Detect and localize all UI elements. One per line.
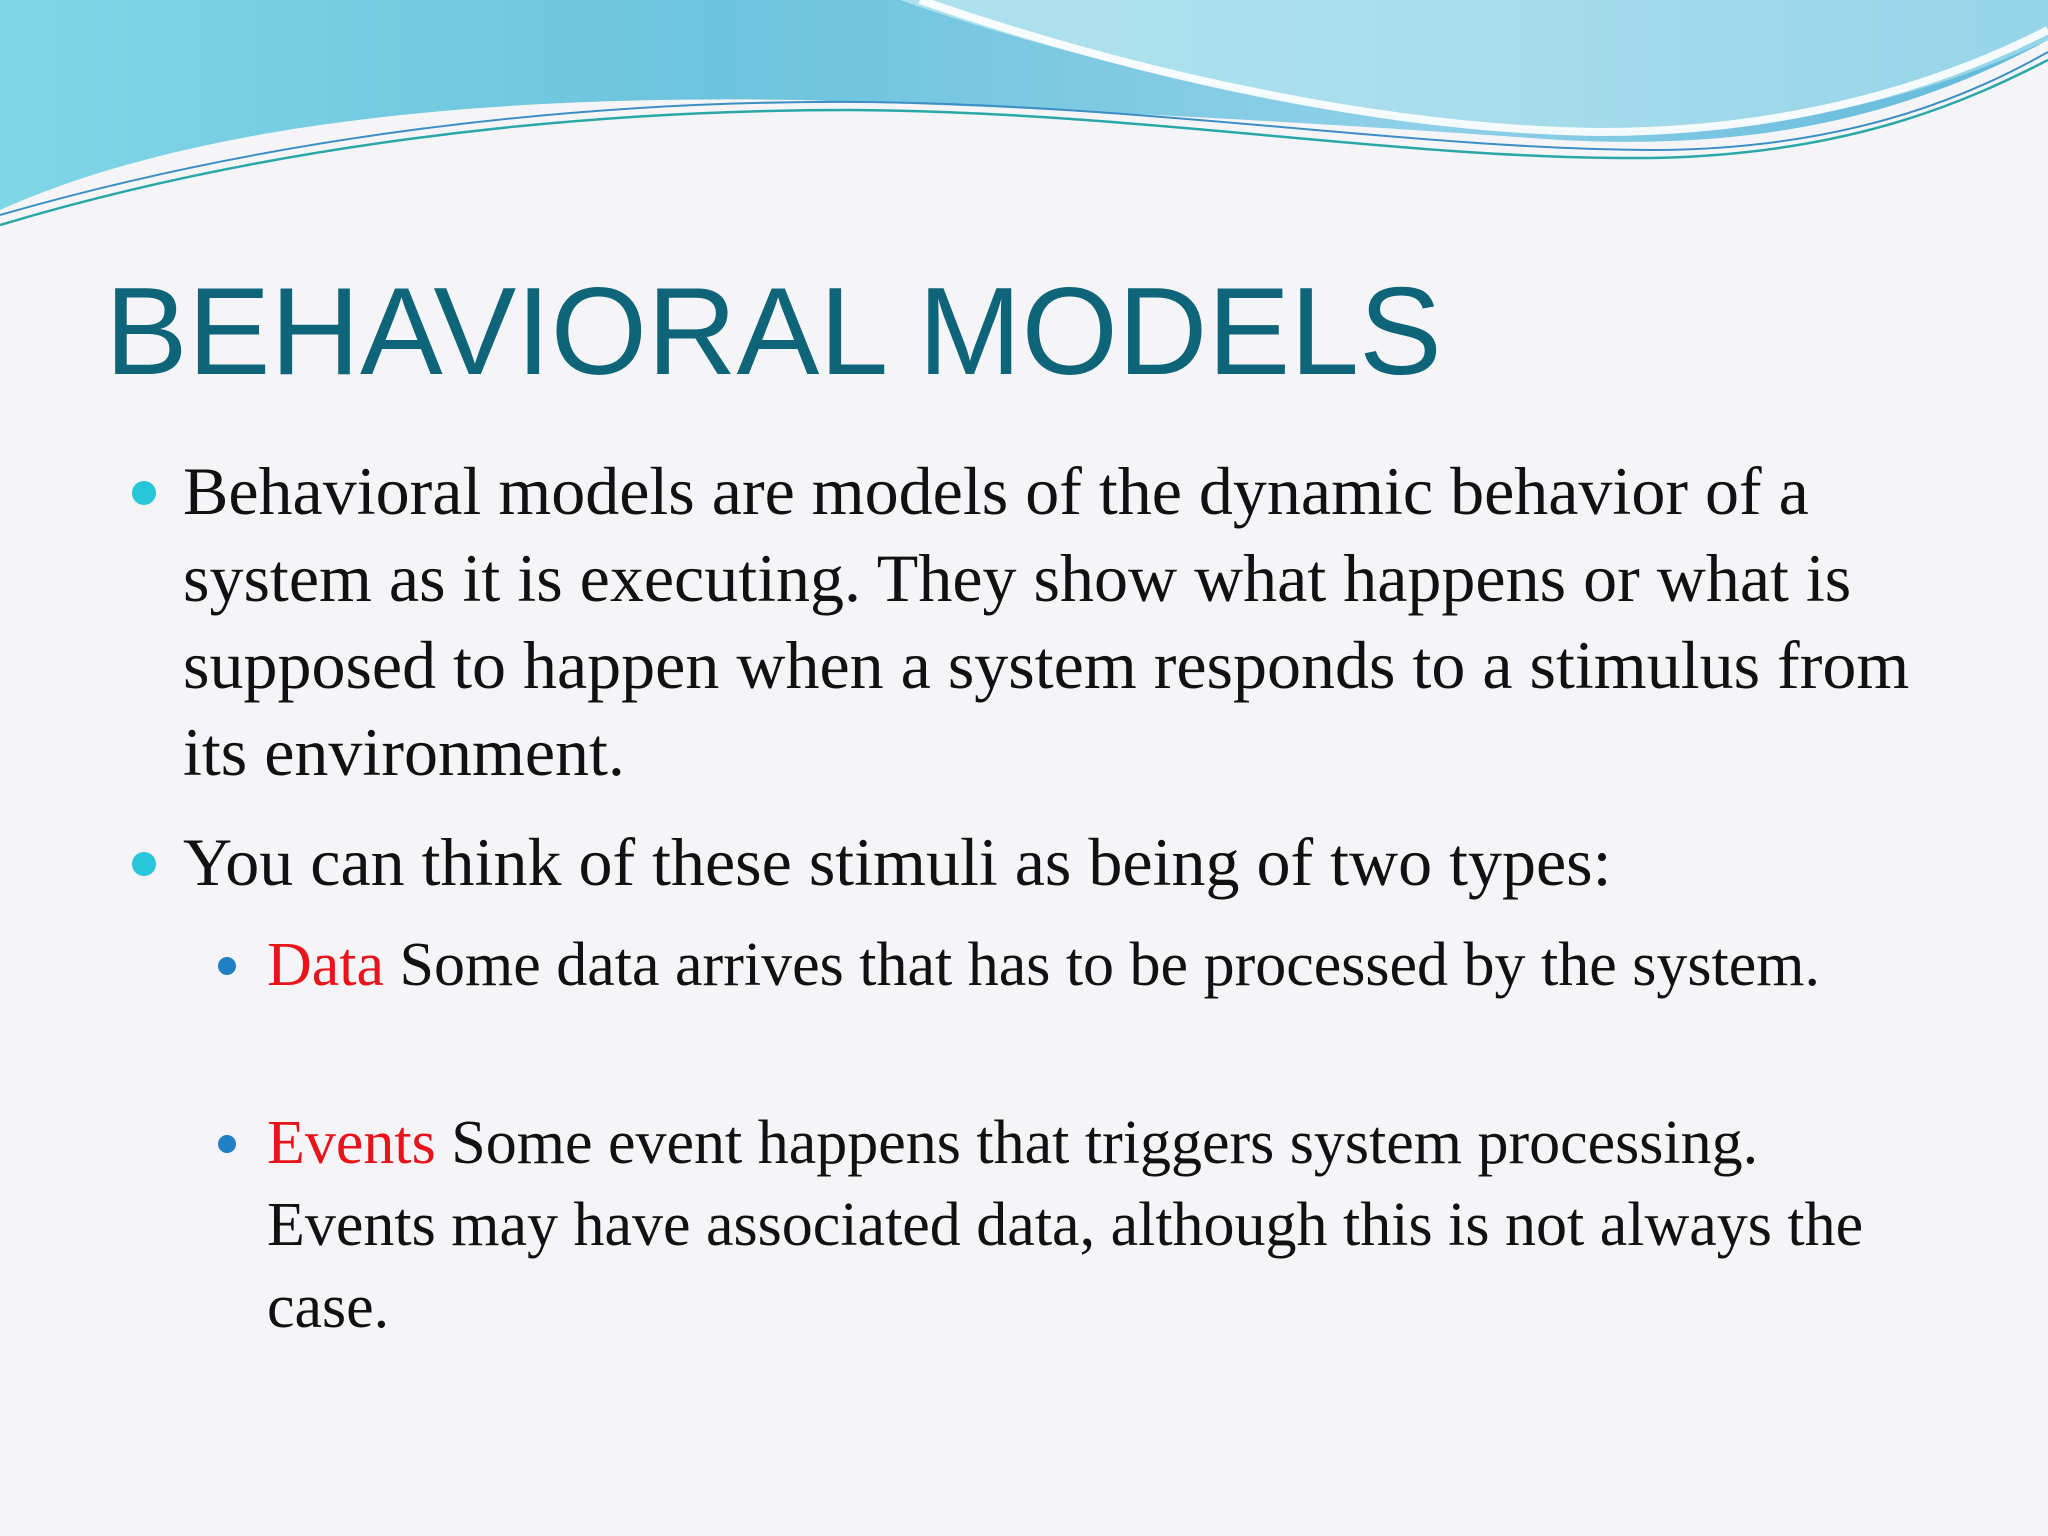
sub-bullet-body: Some event happens that triggers system processing. Events may have associated data, although this is not always the case. — [267, 1109, 1864, 1341]
header-wave-decoration — [0, 0, 2048, 260]
sub-bullet-text — [267, 1102, 1927, 1348]
term-highlight: Events — [267, 1109, 436, 1177]
bullet-dot-icon — [132, 481, 156, 505]
sub-bullet-dot-icon — [218, 957, 236, 975]
sub-bullet-dot-icon — [218, 1135, 236, 1153]
sub-bullet-body: Some data arrives that has to be processed by the system. — [399, 931, 1821, 999]
bullet-text: You can think of these stimuli as being of two types: — [183, 824, 1612, 900]
bullet-text: Behavioral models are models of the dynamic behavior of a system as it is executing. They show what happens or what is supposed to happen when a system responds to a stimulus from its environment. — [183, 453, 1910, 790]
bullet-dot-icon — [132, 852, 156, 876]
term-highlight: Data — [267, 931, 385, 999]
slide-title: BEHAVIORAL MODELS — [105, 263, 1442, 401]
sub-bullet-text — [267, 924, 1927, 1006]
